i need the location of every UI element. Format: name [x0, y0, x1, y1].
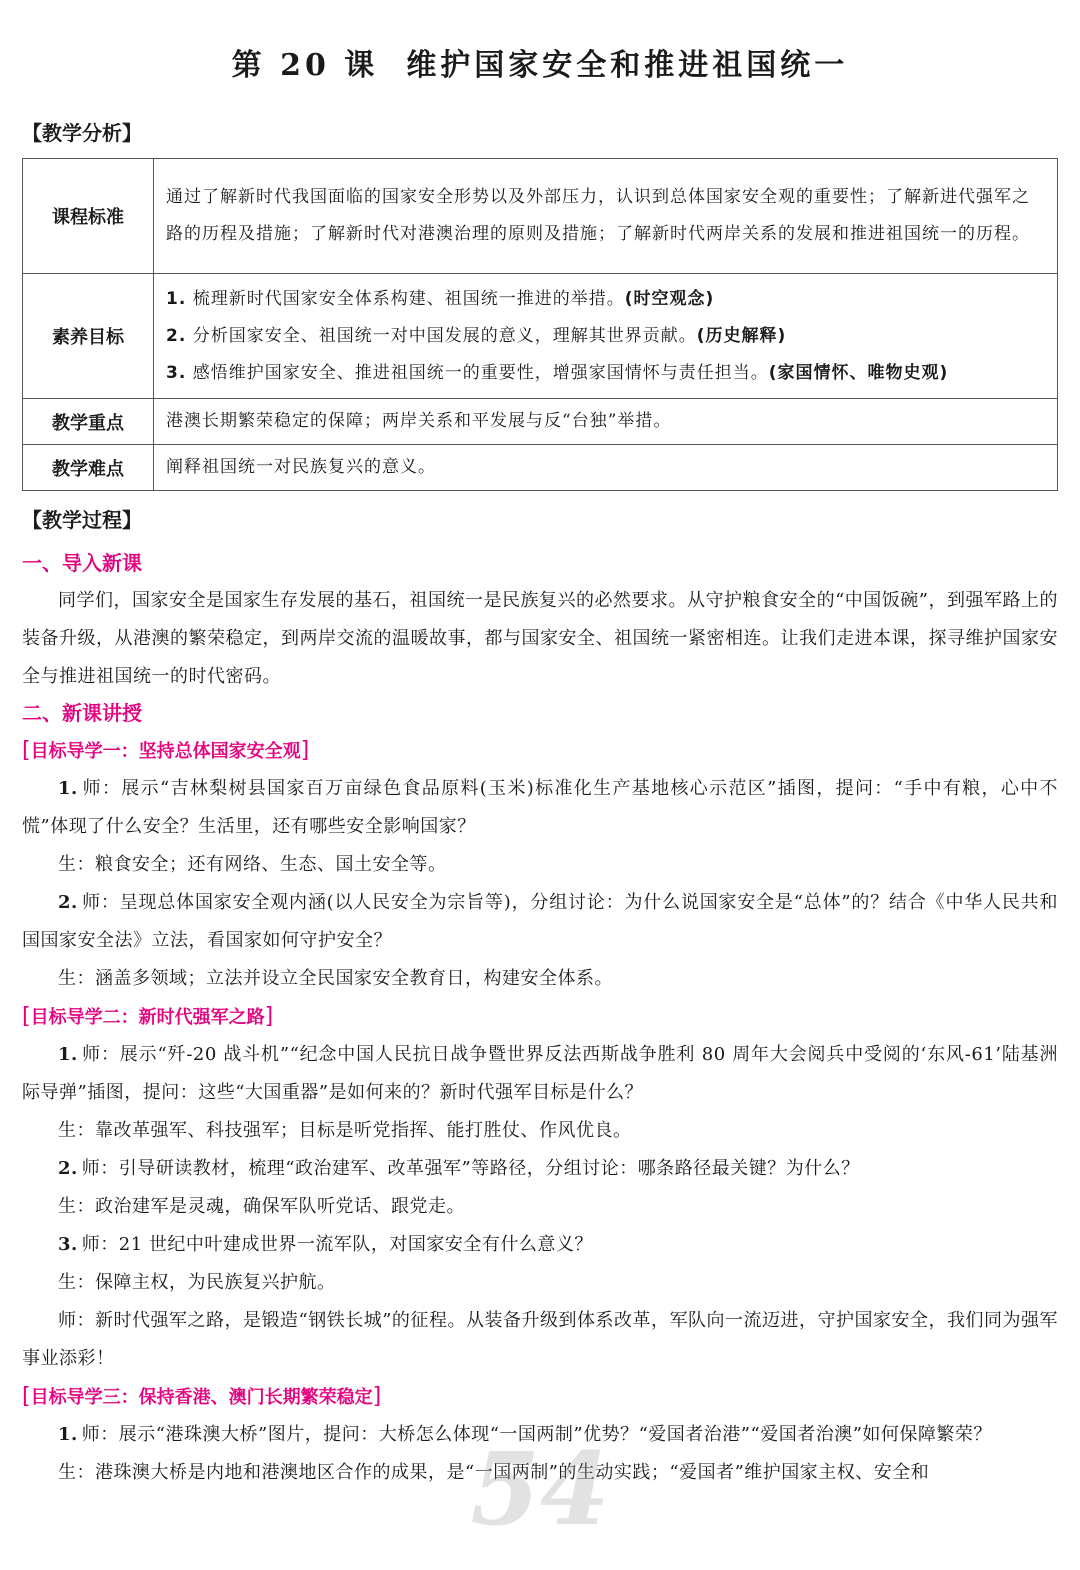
- paragraph: 生：保障主权，为民族复兴护航。: [58, 1272, 336, 1293]
- table-row: [23, 159, 1058, 274]
- paragraph: 生：靠改革强军、科技强军；目标是听党指挥、能打胜仗、作风优良。: [58, 1120, 632, 1141]
- page: [22, 0, 1058, 1483]
- paragraph: 1. 师：展示“歼-20 战斗机”“纪念中国人民抗日战争暨世界反法西斯战争胜利 80 周年大会阅兵中受阅的‘东风-61’陆基洲际导弹”插图，提问：这些“大国重器”是如何来的？新时代强军目标是什么？: [22, 1044, 1058, 1103]
- paragraph: 1. 师：展示“吉林梨树县国家百万亩绿色食品原料(玉米)标准化生产基地核心示范区”插图，提问：“手中有粮，心中不慌”体现了什么安全？生活里，还有哪些安全影响国家？: [22, 778, 1058, 837]
- paragraph: 生：港珠澳大桥是内地和港澳地区合作的成果，是“一国两制”的生动实践；“爱国者”维护国家主权、安全和: [58, 1462, 930, 1483]
- goal-line: 1. 梳理新时代国家安全体系构建、祖国统一推进的举措。(时空观念): [166, 288, 715, 309]
- row-text: 阐释祖国统一对民族复兴的意义。: [154, 445, 1058, 491]
- paragraph: 2. 师：引导研读教材，梳理“政治建军、改革强军”等路径，分组讨论：哪条路径最关键？为什么？: [58, 1158, 860, 1179]
- goals-cell: [154, 274, 1058, 399]
- paragraph: 1. 师：展示“港珠澳大桥”图片，提问：大桥怎么体现“一国两制”优势？“爱国者治港”“爱国者治澳”如何保障繁荣？: [58, 1424, 992, 1445]
- goal-heading: [目标导学二：新时代强军之路]: [22, 1004, 274, 1029]
- paragraph: 师：新时代强军之路，是锻造“钢铁长城”的征程。从装备升级到体系改革，军队向一流迈进，守护国家安全，我们同为强军事业添彩！: [22, 1310, 1058, 1369]
- paragraph: 2. 师：呈现总体国家安全观内涵(以人民安全为宗旨等)，分组讨论：为什么说国家安全是“总体”的？结合《中华人民共和国国家安全法》立法，看国家如何守护安全？: [22, 892, 1058, 951]
- new-lesson-heading: 二、新课讲授: [22, 701, 142, 725]
- paragraph: 3. 师：21 世纪中叶建成世界一流军队，对国家安全有什么意义？: [58, 1234, 593, 1255]
- lesson-number: 第 20 课: [231, 48, 379, 83]
- table-row: [23, 274, 1058, 399]
- process-content: [22, 546, 1058, 1492]
- lesson-name: 维护国家安全和推进祖国统一: [406, 48, 849, 83]
- row-label: 素养目标: [23, 274, 154, 399]
- row-label: 课程标准: [23, 159, 154, 274]
- paragraph: 生：涵盖多领域；立法并设立全民国家安全教育日，构建安全体系。: [58, 968, 613, 989]
- goal-line: 3. 感悟维护国家安全、推进祖国统一的重要性，增强家国情怀与责任担当。(家国情怀、唯物史观): [166, 362, 949, 383]
- goal-line: 2. 分析国家安全、祖国统一对中国发展的意义，理解其世界贡献。(历史解释): [166, 325, 787, 346]
- table-row: [23, 445, 1058, 491]
- paragraph: 生：政治建军是灵魂，确保军队听党话、跟党走。: [58, 1196, 465, 1217]
- goal-heading: [目标导学三：保持香港、澳门长期繁荣稳定]: [22, 1384, 382, 1409]
- row-text: 通过了解新时代我国面临的国家安全形势以及外部压力，认识到总体国家安全观的重要性；了解新进代强军之路的历程及措施；了解新时代对港澳治理的原则及措施；了解新时代两岸关系的发展和推进祖国统一的历程。: [154, 159, 1058, 274]
- row-label: 教学难点: [23, 445, 154, 491]
- table-row: [23, 399, 1058, 445]
- process-heading: 【教学过程】: [22, 508, 142, 532]
- page-number-watermark: 54: [470, 1430, 610, 1548]
- intro-paragraph: 同学们，国家安全是国家生存发展的基石，祖国统一是民族复兴的必然要求。从守护粮食安全的“中国饭碗”，到强军路上的装备升级，从港澳的繁荣稳定，到两岸交流的温暖故事，都与国家安全、祖国统一紧密相连。让我们走进本课，探寻维护国家安全与推进祖国统一的时代密码。: [22, 590, 1058, 687]
- page-title: [22, 44, 1058, 88]
- row-text: 港澳长期繁荣稳定的保障；两岸关系和平发展与反“台独”举措。: [154, 399, 1058, 445]
- intro-heading: 一、导入新课: [22, 551, 142, 575]
- goal-heading: [目标导学一：坚持总体国家安全观]: [22, 738, 310, 763]
- paragraph: 生：粮食安全；还有网络、生态、国土安全等。: [58, 854, 447, 875]
- row-label: 教学重点: [23, 399, 154, 445]
- analysis-heading: 【教学分析】: [22, 121, 142, 145]
- analysis-table: [22, 158, 1058, 491]
